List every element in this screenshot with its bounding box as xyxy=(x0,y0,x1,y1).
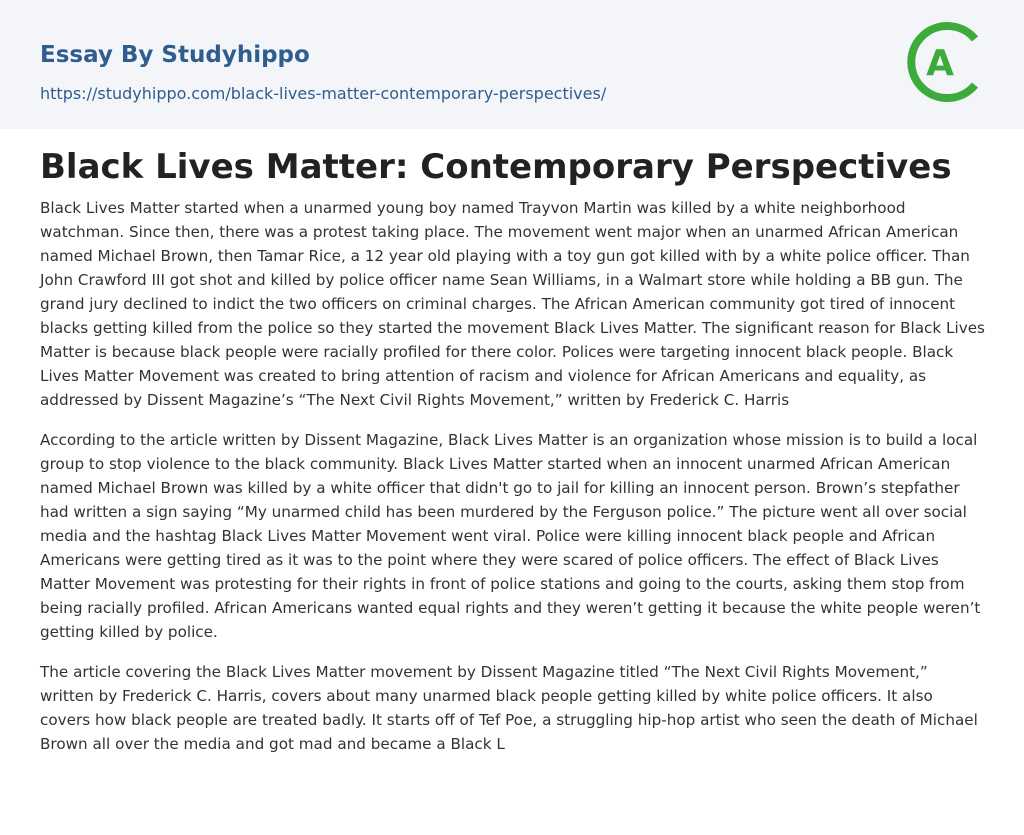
essay-title: Black Lives Matter: Contemporary Perspectives xyxy=(40,147,952,187)
studyhippo-logo-icon[interactable] xyxy=(904,18,988,106)
essay-paragraph-3: The article covering the Black Lives Matter movement by Dissent Magazine titled “The Next Civil Rights Movement,” written by Frederick C. Harris, covers about many unarmed black people getting killed by white police officers. It also covers how black people are treated badly. It starts off of Tef Poe, a struggling hip-hop artist who seen the death of Michael Brown all over the media and got mad and became a Black L xyxy=(40,663,978,753)
essay-paragraph-1: Black Lives Matter started when a unarmed young boy named Trayvon Martin was killed by a white neighborhood watchman. Since then, there was a protest taking place. The movement went major when an unarmed African American named Michael Brown, then Tamar Rice, a 12 year old playing with a toy gun got killed with by a white police officer. Than John Crawford III got shot and killed by police officer name Sean Williams, in a Walmart store while holding a BB gun. The grand jury declined to indict the two officers on criminal charges. The African American community got tired of innocent blacks getting killed from the police so they started the movement Black Lives Matter. The significant reason for Black Lives Matter is because black people were racially profiled for there color. Polices were targeting innocent black people. Black Lives Matter Movement was created to bring attention of racism and violence for African Americans and equality, as addressed by Dissent Magazine’s “The Next Civil Rights Movement,” written by Frederick C. Harris xyxy=(40,199,985,409)
site-header xyxy=(0,0,1024,129)
essay-paragraph-2: According to the article written by Dissent Magazine, Black Lives Matter is an organization whose mission is to build a local group to stop violence to the black community. Black Lives Matter started when an innocent unarmed African American named Michael Brown was killed by a white officer that didn't go to jail for killing an innocent person. Brown’s stepfather had written a sign saying “My unarmed child has been murdered by the Ferguson police.” The picture went all over social media and the hashtag Black Lives Matter Movement went viral. Police were killing innocent black people and African Americans were getting tired as it was to the point where they were scared of police officers. The effect of Black Lives Matter Movement was protesting for their rights in front of police stations and going to the courts, asking them stop from being racially profiled. African Americans wanted equal rights and they weren’t getting it because the white people weren’t getting killed by police. xyxy=(40,431,981,641)
logo-letter: A xyxy=(926,43,954,84)
essay-url-link[interactable]: https://studyhippo.com/black-lives-matter-contemporary-perspectives/ xyxy=(40,84,607,103)
site-brand[interactable]: Essay By Studyhippo xyxy=(40,42,310,68)
essay-body xyxy=(40,196,986,772)
